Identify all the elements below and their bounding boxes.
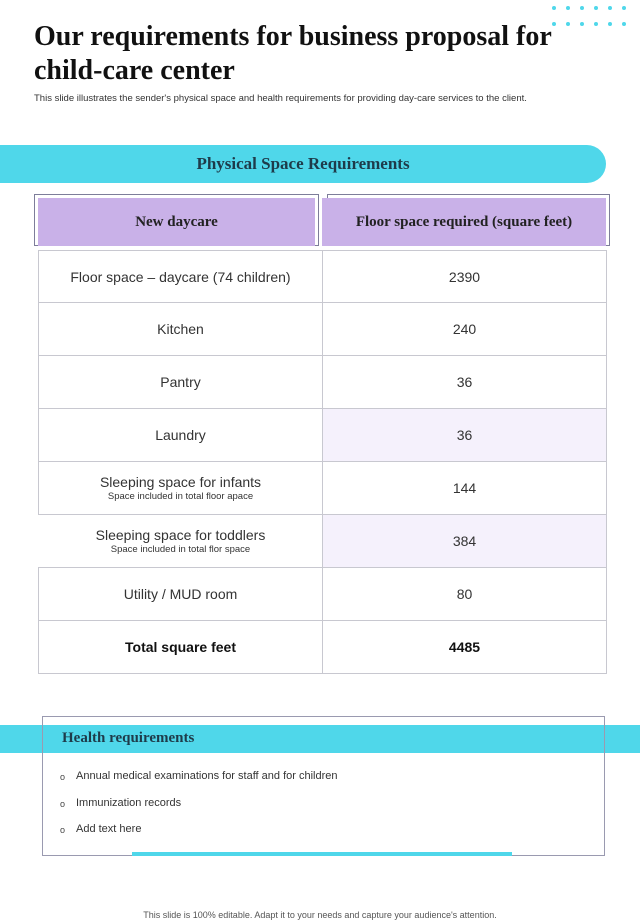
list-item-text: Annual medical examinations for staff and for children: [76, 770, 338, 782]
table-row-value: 240: [452, 321, 477, 337]
total-value: 4485: [448, 639, 481, 655]
list-item-text: Add text here: [76, 823, 142, 835]
row-label-text: Sleeping space for toddlers: [95, 527, 266, 543]
list-item: [60, 823, 338, 850]
list-item: [60, 770, 338, 797]
health-list: [60, 770, 338, 850]
table-row-value: 384: [452, 533, 477, 549]
row-note-text: Space included in total floor apace: [107, 491, 254, 502]
table-row-label: [39, 462, 322, 514]
footer-note: This slide is 100% editable. Adapt it to your needs and capture your audience's attention.: [143, 910, 497, 920]
table-row-value: 144: [452, 480, 477, 496]
row-label-text: Sleeping space for infants: [99, 474, 262, 490]
table-row-label: [39, 251, 322, 302]
bullet-circle-icon: o: [60, 798, 66, 809]
row-label-text: Laundry: [155, 427, 206, 443]
table-row-label: [39, 568, 322, 620]
table-row-value: 2390: [448, 268, 481, 285]
list-item-text: Immunization records: [76, 796, 182, 809]
list-item: [60, 797, 338, 824]
bullet-circle-icon: o: [60, 825, 66, 835]
physical-space-heading: Physical Space Requirements: [0, 145, 606, 183]
table-row-value: 36: [456, 374, 473, 390]
row-divider: [38, 673, 606, 674]
health-heading: Health requirements: [62, 730, 195, 746]
table-row-label: [39, 303, 322, 355]
column-header-floor-space: Floor space required (square feet): [322, 198, 606, 246]
row-label-text: Utility / MUD room: [123, 586, 238, 602]
row-label-text: Kitchen: [157, 321, 204, 337]
row-label-text: Floor space – daycare (74 children): [70, 268, 291, 285]
accent-underline: [132, 852, 512, 856]
total-label: Total square feet: [125, 639, 236, 655]
table-border: [606, 250, 607, 674]
page-subtitle: This slide illustrates the sender's physical space and health requirements for providing day-care services to the client.: [34, 93, 527, 104]
table-row-value: 36: [456, 427, 473, 443]
column-header-new-daycare: New daycare: [38, 198, 315, 246]
table-row-label: [39, 409, 322, 461]
page-title: Our requirements for business proposal for child-care center: [34, 21, 552, 86]
table-row-label: [39, 515, 322, 567]
table-row-value: 80: [456, 586, 473, 602]
row-note-text: Space included in total flor space: [110, 544, 251, 555]
bullet-circle-icon: o: [60, 772, 66, 782]
decorative-dots: [552, 6, 636, 42]
row-label-text: Pantry: [160, 374, 201, 390]
table-row-label: [39, 356, 322, 408]
